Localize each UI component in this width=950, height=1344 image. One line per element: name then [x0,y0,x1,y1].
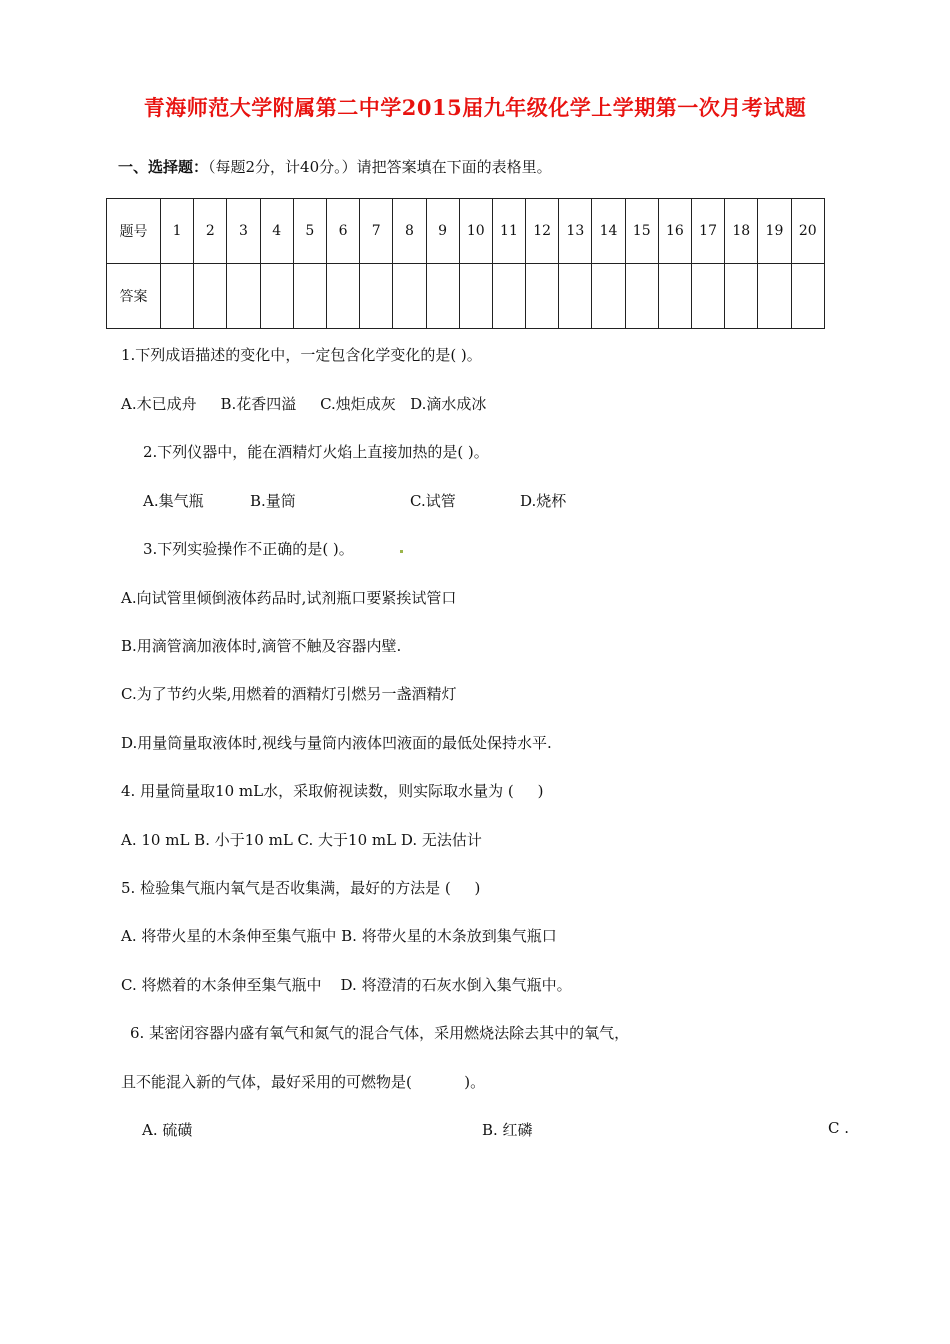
question-5-options-ab: A. 将带火星的木条伸至集气瓶中 B. 将带火星的木条放到集气瓶口 [121,927,557,945]
answer-cell[interactable] [393,264,426,329]
answer-cell[interactable] [194,264,227,329]
question-3-option-b: B.用滴管滴加液体时,滴管不触及容器内壁. [121,637,402,655]
table-row-numbers [107,199,825,264]
question-3-option-d: D.用量筒量取液体时,视线与量筒内液体凹液面的最低处保持水平. [121,734,552,752]
table-cell-number: 3 [227,199,260,264]
table-cell-number: 15 [625,199,658,264]
page-title: 青海师范大学附属第二中学2015届九年级化学上学期第一次月考试题 [143,95,807,120]
question-6-option-c: C . [828,1119,850,1137]
question-3-option-a: A.向试管里倾倒液体药品时,试剂瓶口要紧挨试管口 [121,589,457,607]
answer-cell[interactable] [791,264,824,329]
question-1-stem: 1.下列成语描述的变化中，一定包含化学变化的是( )。 [121,346,482,364]
table-cell-number: 10 [459,199,492,264]
question-6-stem-line1: 6. 某密闭容器内盛有氧气和氮气的混合气体，采用燃烧法除去其中的氧气， [130,1024,630,1042]
table-cell-number: 17 [692,199,725,264]
table-cell-number: 20 [791,199,824,264]
answer-cell[interactable] [559,264,592,329]
answer-cell[interactable] [725,264,758,329]
answer-cell[interactable] [658,264,691,329]
table-cell-number: 11 [492,199,525,264]
question-4-options: A. 10 mL B. 小于10 mL C. 大于10 mL D. 无法估计 [121,831,482,849]
table-cell-number: 5 [293,199,326,264]
question-5-options-cd: C. 将燃着的木条伸至集气瓶中 D. 将澄清的石灰水倒入集气瓶中。 [121,976,572,994]
question-2-option-b: B.量筒 [250,492,296,510]
answer-cell[interactable] [326,264,359,329]
section-label: 一、选择题： [118,158,209,176]
answer-cell[interactable] [260,264,293,329]
answer-cell[interactable] [625,264,658,329]
answer-table [106,198,825,329]
table-cell-number: 7 [360,199,393,264]
answer-cell[interactable] [758,264,791,329]
answer-cell[interactable] [526,264,559,329]
section-note: （每题2分，计40分。）请把答案填在下面的表格里。 [208,158,552,176]
question-2-option-c: C.试管 [410,492,456,510]
table-cell-number: 4 [260,199,293,264]
table-cell-number: 1 [161,199,194,264]
table-header-number: 题号 [107,199,161,264]
table-header-answer: 答案 [107,264,161,329]
answer-cell[interactable] [692,264,725,329]
table-cell-number: 18 [725,199,758,264]
answer-cell[interactable] [426,264,459,329]
table-cell-number: 13 [559,199,592,264]
question-6-stem-line2: 且不能混入新的气体，最好采用的可燃物是( )。 [121,1073,486,1091]
question-3-option-c: C.为了节约火柴,用燃着的酒精灯引燃另一盏酒精灯 [121,685,457,703]
answer-cell[interactable] [360,264,393,329]
answer-cell[interactable] [161,264,194,329]
answer-cell[interactable] [459,264,492,329]
question-2-stem: 2.下列仪器中，能在酒精灯火焰上直接加热的是( )。 [143,443,489,461]
table-cell-number: 8 [393,199,426,264]
question-5-stem: 5. 检验集气瓶内氧气是否收集满，最好的方法是 ( ) [121,879,481,897]
question-2-option-d: D.烧杯 [520,492,567,510]
question-2-option-a: A.集气瓶 [143,492,204,510]
question-4-stem: 4. 用量筒量取10 mL水，采取俯视读数，则实际取水量为 ( ) [121,782,544,800]
table-cell-number: 12 [526,199,559,264]
question-3-stem: 3.下列实验操作不正确的是( )。 [143,540,354,558]
scan-dot [400,550,403,553]
table-cell-number: 6 [326,199,359,264]
section-heading [118,156,552,177]
answer-cell[interactable] [492,264,525,329]
table-cell-number: 16 [658,199,691,264]
table-cell-number: 19 [758,199,791,264]
table-cell-number: 9 [426,199,459,264]
table-cell-number: 2 [194,199,227,264]
table-cell-number: 14 [592,199,625,264]
question-1-options: A.木已成舟 B.花香四溢 C.烛炬成灰 D.滴水成冰 [121,395,487,413]
table-row-answers [107,264,825,329]
answer-cell[interactable] [227,264,260,329]
answer-cell[interactable] [293,264,326,329]
answer-cell[interactable] [592,264,625,329]
question-6-option-b: B. 红磷 [482,1121,533,1139]
question-6-option-a: A. 硫磺 [142,1121,193,1139]
